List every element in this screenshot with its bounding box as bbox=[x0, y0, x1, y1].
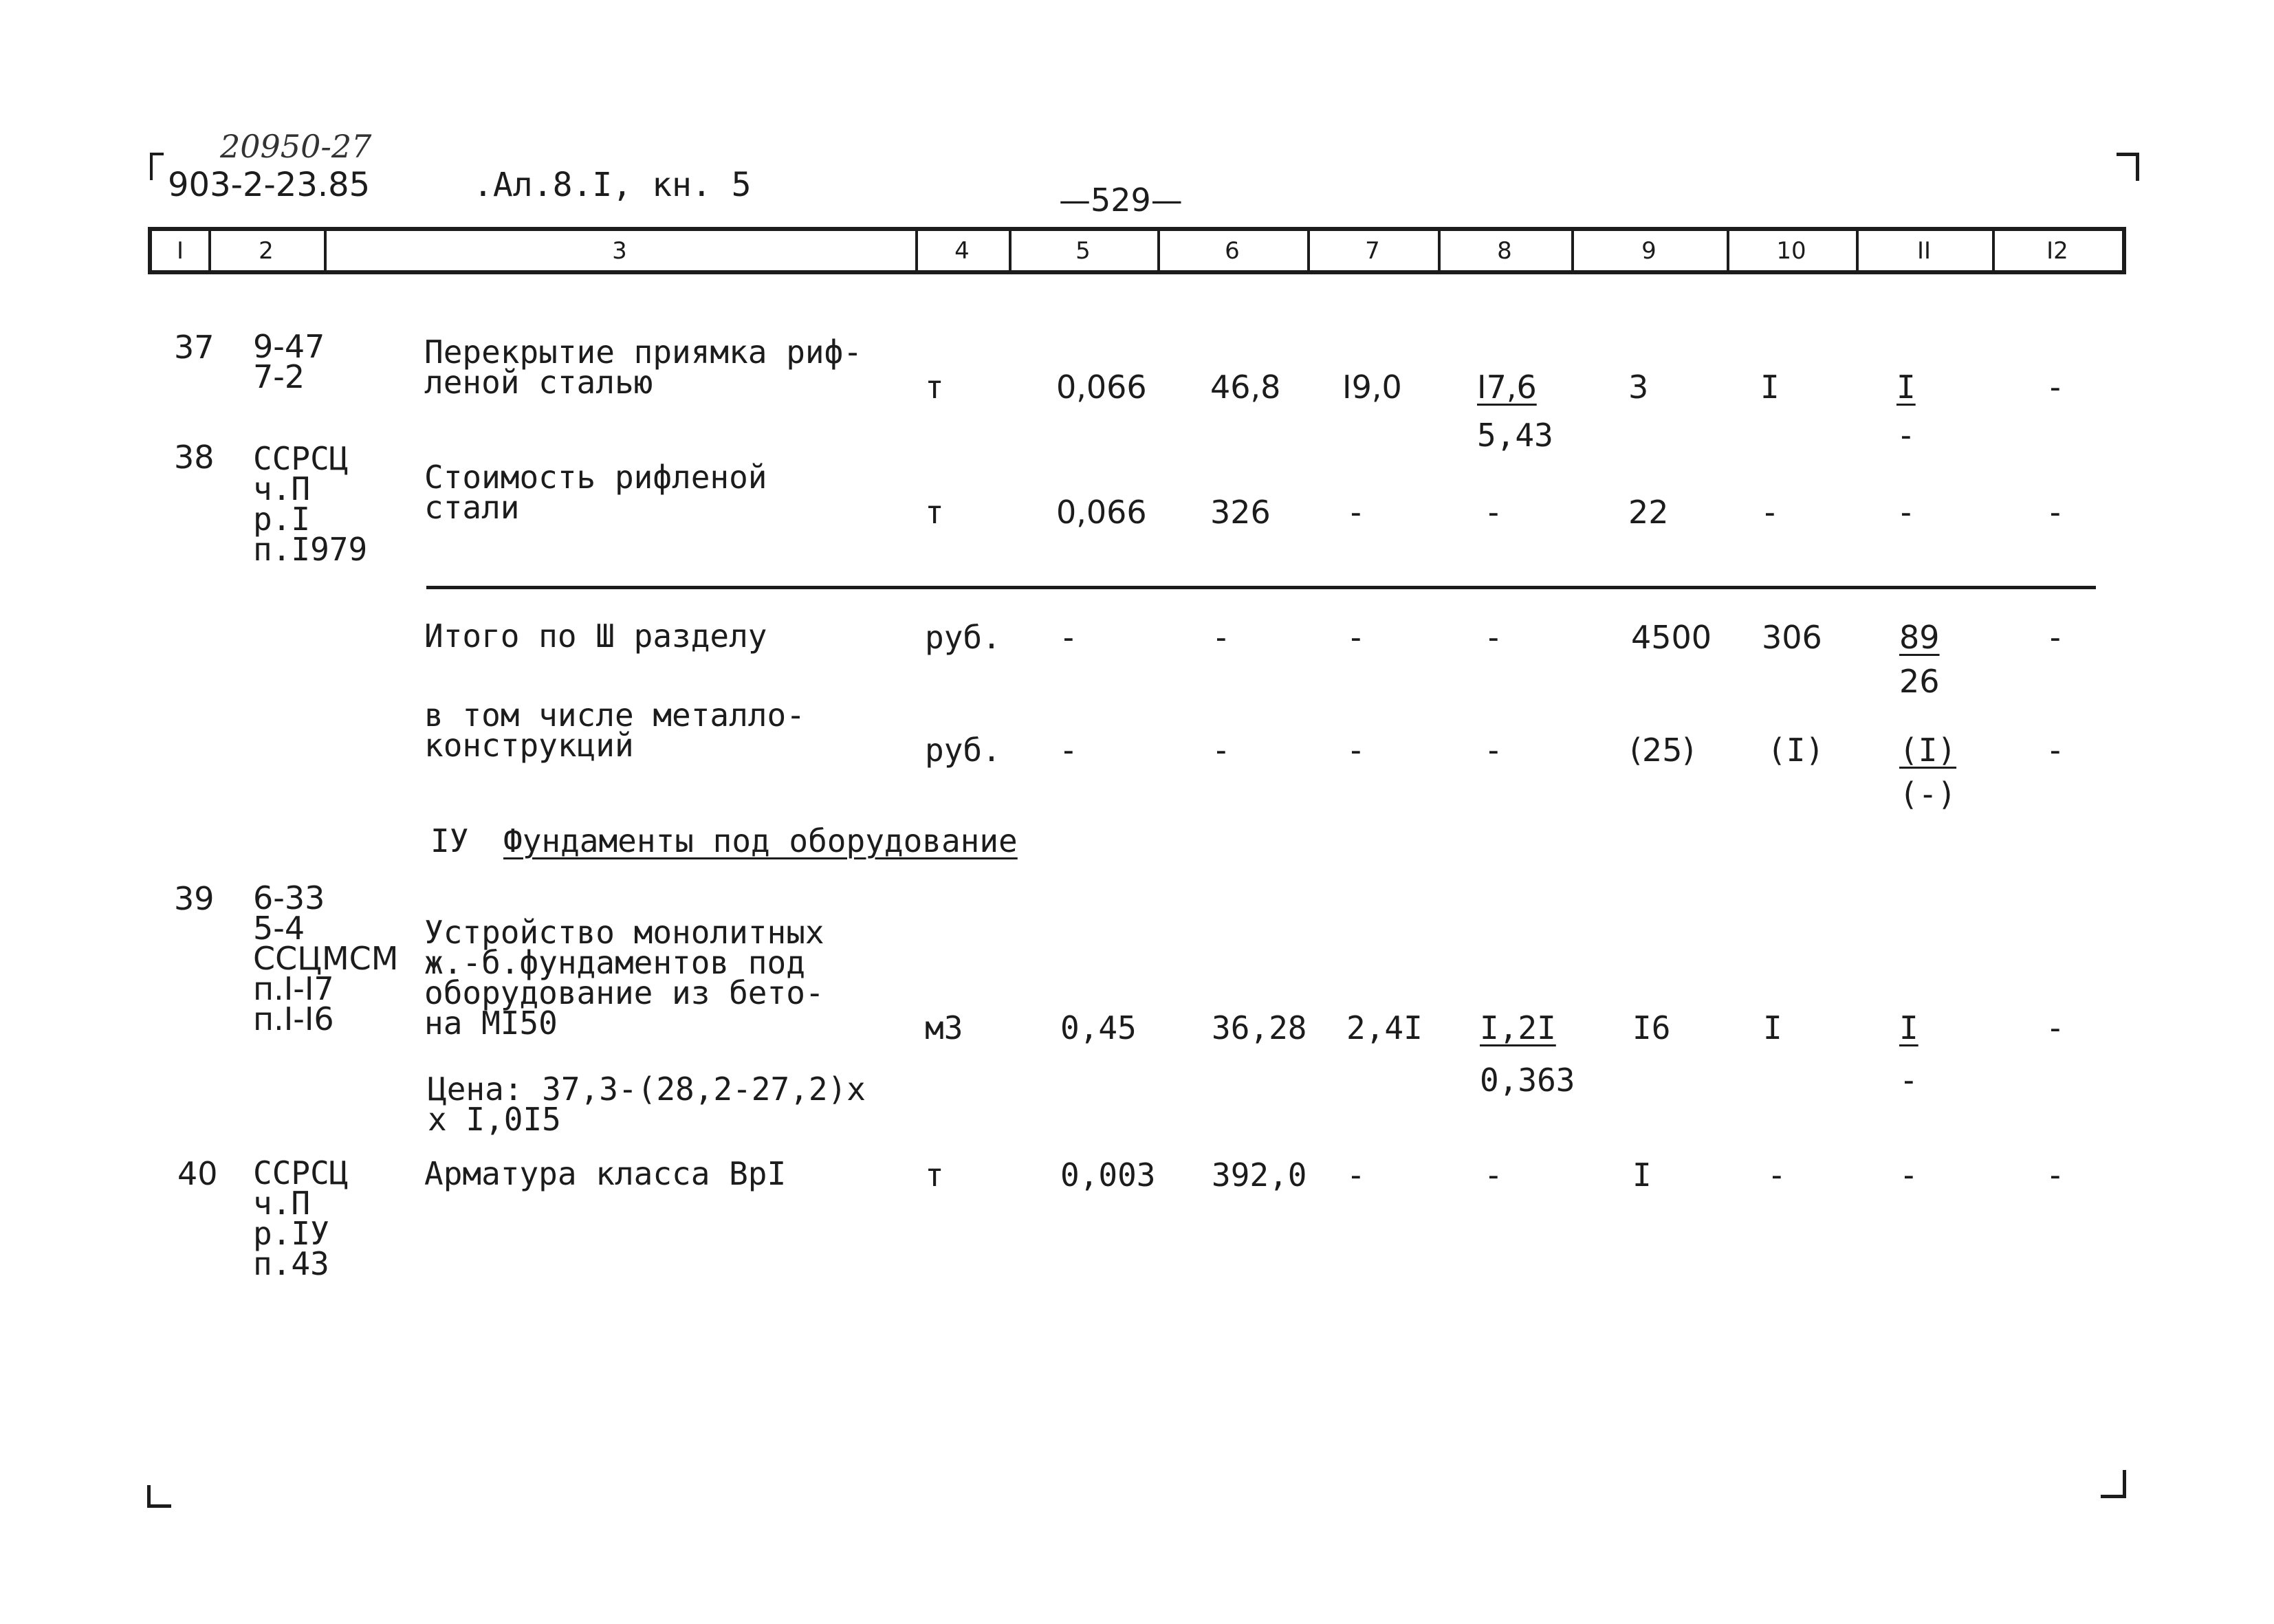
album-reference: .Ал.8.I, кн. 5 bbox=[473, 166, 752, 204]
corner-mark-bottom-left bbox=[147, 1485, 171, 1508]
row-col9: (25) bbox=[1630, 732, 1695, 769]
row-unit-price: - bbox=[1212, 732, 1231, 769]
row-col11: - bbox=[1896, 494, 1916, 531]
row-quantity: - bbox=[1059, 619, 1078, 656]
row-code: ССРСЦ ч.П р.IУ п.43 bbox=[253, 1154, 349, 1282]
row-unit-price: 326 bbox=[1210, 494, 1271, 531]
column-header-7: 7 bbox=[1365, 237, 1380, 265]
row-col7: I9,0 bbox=[1342, 369, 1402, 406]
row-quantity: 0,066 bbox=[1056, 369, 1147, 406]
price-formula-note: Цена: 37,3-(28,2-27,2)х х I,0I5 bbox=[428, 1071, 866, 1138]
row-unit: м3 bbox=[925, 1009, 963, 1046]
row-description: Стоимость рифленой стали bbox=[424, 459, 767, 526]
row-quantity: 0,003 bbox=[1060, 1156, 1156, 1194]
row-col8: - bbox=[1484, 1156, 1503, 1194]
column-header-11: II bbox=[1916, 237, 1932, 265]
corner-mark-top-left bbox=[150, 153, 164, 180]
row-col9: I6 bbox=[1632, 1009, 1671, 1046]
corner-mark-bottom-right bbox=[2101, 1470, 2126, 1498]
row-unit: т bbox=[925, 369, 944, 406]
total-description: Итого по Ш разделу bbox=[424, 617, 767, 655]
row-quantity: 0,45 bbox=[1060, 1009, 1137, 1046]
row-col12: - bbox=[2046, 1009, 2065, 1046]
row-number: 38 bbox=[174, 439, 215, 476]
row-description: Перекрытие приямка риф- леной сталью bbox=[424, 333, 862, 401]
row-col10: - bbox=[1767, 1156, 1786, 1194]
column-header-1: I bbox=[176, 237, 184, 265]
row-col11-sub: - bbox=[1896, 417, 1916, 454]
row-col10: (I) bbox=[1767, 732, 1825, 769]
row-col10: - bbox=[1760, 494, 1780, 531]
project-code: 903-2-23.85 bbox=[168, 166, 371, 204]
column-header-4: 4 bbox=[954, 237, 970, 265]
row-col10: I bbox=[1760, 369, 1780, 406]
row-col11-sub: - bbox=[1899, 1062, 1918, 1099]
row-col8: I7,6 bbox=[1477, 369, 1537, 406]
row-number: 39 bbox=[174, 880, 215, 917]
row-col7: 2,4I bbox=[1346, 1009, 1423, 1046]
row-unit-price: 392,0 bbox=[1212, 1156, 1307, 1194]
row-col12: - bbox=[2046, 619, 2065, 656]
row-unit-price: 36,28 bbox=[1212, 1009, 1307, 1046]
section-number: IУ bbox=[430, 822, 469, 859]
row-unit: т bbox=[925, 1156, 944, 1194]
row-col11: I bbox=[1896, 369, 1916, 406]
section-divider bbox=[426, 586, 2096, 589]
row-col8: - bbox=[1484, 494, 1503, 531]
column-header-2: 2 bbox=[259, 237, 274, 265]
row-col9: 4500 bbox=[1631, 619, 1712, 656]
row-code: ССРСЦ ч.П р.I п.I979 bbox=[253, 440, 368, 568]
row-unit: т bbox=[925, 494, 944, 531]
row-number: 37 bbox=[174, 329, 215, 366]
row-unit-price: - bbox=[1212, 619, 1231, 656]
handwritten-archive-number: 20950-27 bbox=[220, 128, 372, 165]
row-col12: - bbox=[2046, 494, 2065, 531]
row-unit: руб. bbox=[925, 619, 1001, 656]
row-description: Устройство монолитных ж.-б.фундаментов под оборудование из бето- на МI50 bbox=[424, 914, 824, 1042]
row-col12: - bbox=[2046, 1156, 2065, 1194]
page-number: —529— bbox=[1059, 182, 1183, 219]
row-code: 6-33 5-4 ССЦМСМ п.I-I7 п.I-I6 bbox=[253, 879, 399, 1038]
row-col8-sub: 5,43 bbox=[1477, 417, 1553, 454]
row-col8-sub: 0,363 bbox=[1480, 1062, 1575, 1099]
row-col9: 22 bbox=[1628, 494, 1669, 531]
column-header-8: 8 bbox=[1497, 237, 1512, 265]
column-header-12: I2 bbox=[2046, 237, 2068, 265]
column-header-3: 3 bbox=[612, 237, 627, 265]
row-col7: - bbox=[1346, 732, 1366, 769]
row-col11-sub: (-) bbox=[1899, 776, 1957, 813]
column-header-6: 6 bbox=[1225, 237, 1240, 265]
section-title: Фундаменты под оборудование bbox=[503, 822, 1018, 859]
row-code: 9-47 7-2 bbox=[253, 328, 325, 395]
row-quantity: 0,066 bbox=[1056, 494, 1147, 531]
row-unit-price: 46,8 bbox=[1210, 369, 1281, 406]
column-header-row bbox=[148, 227, 2126, 274]
row-col9: 3 bbox=[1628, 369, 1649, 406]
row-col11: (I) bbox=[1899, 732, 1957, 769]
row-col12: - bbox=[2046, 732, 2065, 769]
row-col9: I bbox=[1632, 1156, 1652, 1194]
row-col11: I bbox=[1899, 1009, 1918, 1046]
corner-mark-top-right bbox=[2117, 153, 2139, 181]
row-col7: - bbox=[1346, 494, 1366, 531]
row-unit: руб. bbox=[925, 732, 1001, 769]
row-col11: 89 bbox=[1899, 619, 1940, 656]
row-col7: - bbox=[1346, 1156, 1366, 1194]
row-col8: I,2I bbox=[1480, 1009, 1556, 1046]
row-col10: 306 bbox=[1762, 619, 1822, 656]
subtotal-description: в том числе металло- конструкций bbox=[424, 696, 805, 764]
row-col12: - bbox=[2046, 369, 2065, 406]
row-description: Арматура класса ВрI bbox=[424, 1155, 787, 1192]
row-col7: - bbox=[1346, 619, 1366, 656]
row-number: 40 bbox=[177, 1155, 218, 1192]
column-header-9: 9 bbox=[1641, 237, 1657, 265]
column-header-5: 5 bbox=[1075, 237, 1091, 265]
row-col8: - bbox=[1484, 619, 1503, 656]
row-col10: I bbox=[1763, 1009, 1782, 1046]
row-col11: - bbox=[1899, 1156, 1918, 1194]
row-col8: - bbox=[1484, 732, 1503, 769]
row-col11-sub: 26 bbox=[1899, 663, 1940, 700]
row-quantity: - bbox=[1059, 732, 1078, 769]
column-header-10: 10 bbox=[1776, 237, 1806, 265]
